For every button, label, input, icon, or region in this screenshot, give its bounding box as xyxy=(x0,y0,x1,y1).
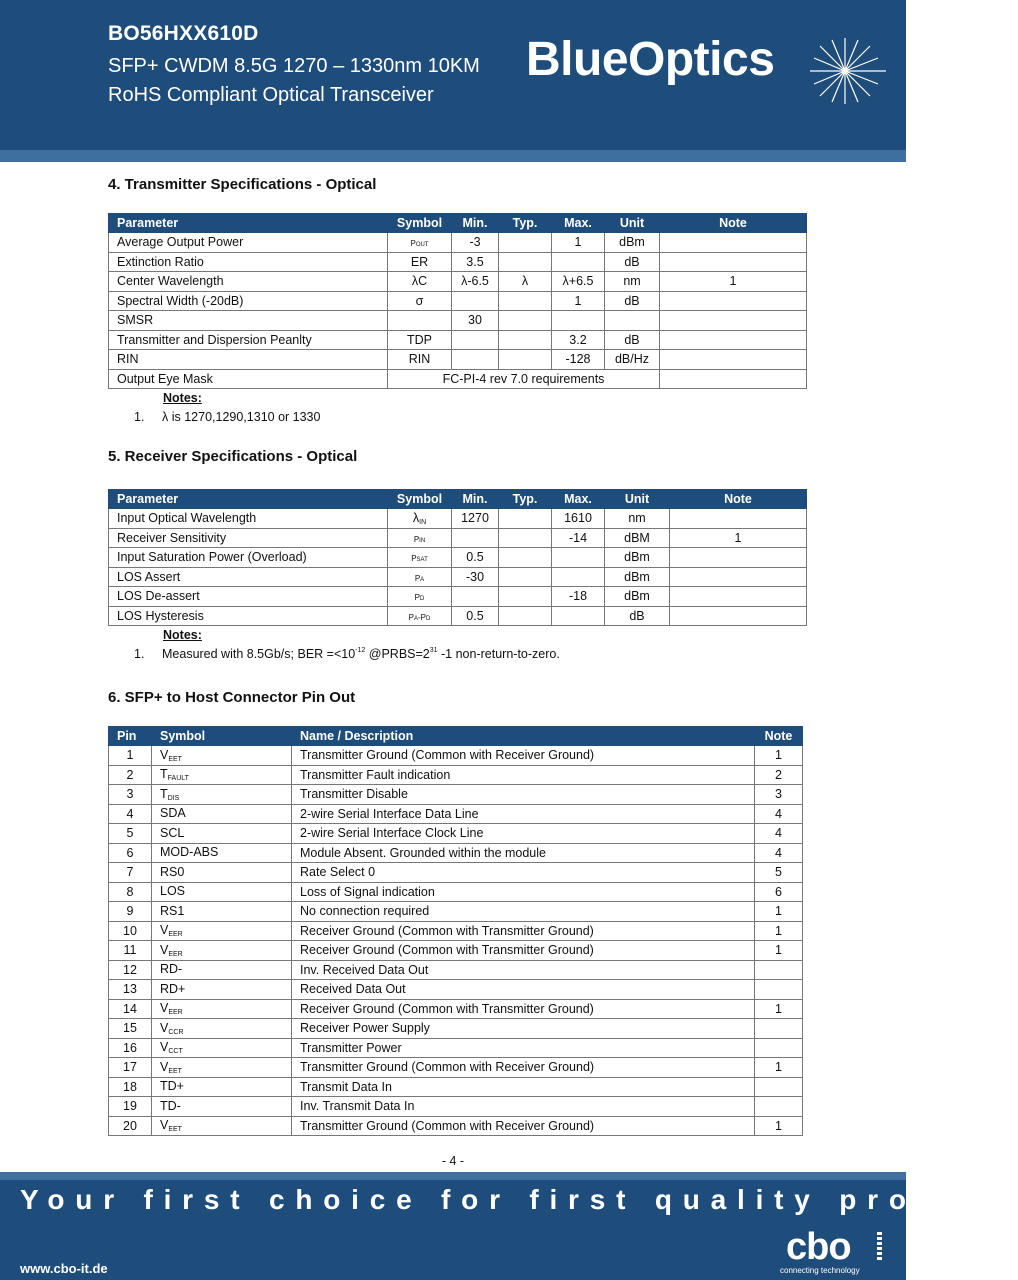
tx-note-1: 1. λ is 1270,1290,1310 or 1330 xyxy=(134,410,321,424)
pin-description-cell: Transmit Data In xyxy=(292,1077,755,1097)
param-cell: LOS De-assert xyxy=(109,587,388,607)
pin-cell: 3 xyxy=(109,785,152,805)
pin-symbol-cell: $T_{DIS}$ xyxy=(152,785,292,805)
col-header: Parameter xyxy=(109,214,388,233)
col-header: Typ. xyxy=(499,490,552,509)
note-cell xyxy=(660,330,807,350)
pin-note-cell xyxy=(755,1038,803,1058)
col-header: Typ. xyxy=(499,214,552,233)
symbol-cell: λC xyxy=(388,272,452,292)
rx-section-title: 5. Receiver Specifications - Optical xyxy=(108,448,358,465)
min-cell: -3 xyxy=(452,233,499,253)
pin-note-cell xyxy=(755,1097,803,1117)
param-cell: Input Saturation Power (Overload) xyxy=(109,548,388,568)
unit-cell: dBm xyxy=(605,567,670,587)
pin-description-cell: Transmitter Ground (Common with Receiver Ground) xyxy=(292,746,755,766)
pin-description-cell: Receiver Ground (Common with Transmitter Ground) xyxy=(292,921,755,941)
table-row xyxy=(109,1019,803,1039)
typ-cell xyxy=(499,509,552,529)
col-header: Unit xyxy=(605,490,670,509)
page-number: - 4 - xyxy=(441,1154,465,1168)
tx-section-title: 4. Transmitter Specifications - Optical xyxy=(108,176,377,193)
note-cell xyxy=(670,509,807,529)
table-row xyxy=(109,902,803,922)
typ-cell xyxy=(499,587,552,607)
param-cell: Receiver Sensitivity xyxy=(109,528,388,548)
table-row xyxy=(109,999,803,1019)
pin-cell: 17 xyxy=(109,1058,152,1078)
pin-cell: 19 xyxy=(109,1097,152,1117)
symbol-cell: $\lambda_{IN}$ xyxy=(388,509,452,529)
table-row xyxy=(109,882,803,902)
dots-icon xyxy=(876,1232,884,1266)
pin-cell: 20 xyxy=(109,1116,152,1136)
pin-symbol-cell: $V_{CCT}$ xyxy=(152,1038,292,1058)
unit-cell: dBM xyxy=(605,528,670,548)
symbol-cell: σ xyxy=(388,291,452,311)
symbol-cell: POUT xyxy=(388,233,452,253)
max-cell xyxy=(552,311,605,331)
max-cell: 1 xyxy=(552,233,605,253)
min-cell: 3.5 xyxy=(452,252,499,272)
col-header: Max. xyxy=(552,490,605,509)
header-stripe xyxy=(0,150,906,162)
pin-description-cell: Receiver Ground (Common with Transmitter Ground) xyxy=(292,999,755,1019)
pin-note-cell: 5 xyxy=(755,863,803,883)
param-cell: Spectral Width (-20dB) xyxy=(109,291,388,311)
table-row xyxy=(109,980,803,1000)
pin-cell: 8 xyxy=(109,882,152,902)
symbol-cell: TDP xyxy=(388,330,452,350)
pin-note-cell: 4 xyxy=(755,843,803,863)
pin-description-cell: 2-wire Serial Interface Clock Line xyxy=(292,824,755,844)
col-header: Symbol xyxy=(388,214,452,233)
pin-symbol-cell: $T_{FAULT}$ xyxy=(152,765,292,785)
pin-description-cell: Receiver Power Supply xyxy=(292,1019,755,1039)
product-line-1: SFP+ CWDM 8.5G 1270 – 1330nm 10KM xyxy=(108,55,480,77)
pinout-body xyxy=(109,746,803,1136)
typ-cell xyxy=(499,330,552,350)
typ-cell xyxy=(499,350,552,370)
brand-logo: BlueOptics xyxy=(526,33,775,86)
min-cell: 1270 xyxy=(452,509,499,529)
pin-cell: 10 xyxy=(109,921,152,941)
param-cell: LOS Assert xyxy=(109,567,388,587)
note-cell xyxy=(660,369,807,389)
pin-note-cell: 2 xyxy=(755,765,803,785)
table-row xyxy=(109,350,807,370)
pin-cell: 1 xyxy=(109,746,152,766)
col-header: Parameter xyxy=(109,490,388,509)
col-header: Symbol xyxy=(388,490,452,509)
col-header: Min. xyxy=(452,214,499,233)
note-cell xyxy=(660,233,807,253)
pin-description-cell: No connection required xyxy=(292,902,755,922)
pin-note-cell: 4 xyxy=(755,824,803,844)
unit-cell xyxy=(605,311,660,331)
pin-symbol-cell: $V_{EER}$ xyxy=(152,941,292,961)
table-row xyxy=(109,606,807,626)
symbol-cell: PA xyxy=(388,567,452,587)
footer-url[interactable]: www.cbo-it.de xyxy=(20,1261,108,1276)
min-cell xyxy=(452,330,499,350)
symbol-cell: PD xyxy=(388,587,452,607)
table-row xyxy=(109,746,803,766)
param-cell: Extinction Ratio xyxy=(109,252,388,272)
pin-note-cell: 1 xyxy=(755,1116,803,1136)
table-row xyxy=(109,804,803,824)
param-cell: RIN xyxy=(109,350,388,370)
pin-description-cell: Transmitter Ground (Common with Receiver Ground) xyxy=(292,1116,755,1136)
table-row xyxy=(109,960,803,980)
pin-description-cell: Inv. Transmit Data In xyxy=(292,1097,755,1117)
table-row xyxy=(109,824,803,844)
col-header: Note xyxy=(660,214,807,233)
table-row xyxy=(109,843,803,863)
pin-symbol-cell: RD- xyxy=(152,960,292,980)
typ-cell xyxy=(499,567,552,587)
product-line-2: RoHS Compliant Optical Transceiver xyxy=(108,84,434,106)
pin-description-cell: 2-wire Serial Interface Data Line xyxy=(292,804,755,824)
param-cell: Transmitter and Dispersion Peanlty xyxy=(109,330,388,350)
typ-cell xyxy=(499,311,552,331)
typ-cell xyxy=(499,528,552,548)
min-cell: -30 xyxy=(452,567,499,587)
table-row xyxy=(109,1116,803,1136)
col-header: Unit xyxy=(605,214,660,233)
note-cell xyxy=(660,350,807,370)
table-row xyxy=(109,509,807,529)
footer-stripe xyxy=(0,1172,906,1180)
model-number: BO56HXX610D xyxy=(108,22,259,45)
table-header-row xyxy=(109,727,803,746)
pin-description-cell: Transmitter Ground (Common with Receiver Ground) xyxy=(292,1058,755,1078)
pin-symbol-cell: $V_{EET}$ xyxy=(152,1116,292,1136)
min-cell: 0.5 xyxy=(452,606,499,626)
col-header: Max. xyxy=(552,214,605,233)
pin-symbol-cell: SCL xyxy=(152,824,292,844)
pin-description-cell: Loss of Signal indication xyxy=(292,882,755,902)
unit-cell: dBm xyxy=(605,233,660,253)
max-cell: 1 xyxy=(552,291,605,311)
table-row xyxy=(109,272,807,292)
note-cell xyxy=(670,606,807,626)
col-header: Symbol xyxy=(152,727,292,746)
symbol-cell: PA-PD xyxy=(388,606,452,626)
min-cell: λ-6.5 xyxy=(452,272,499,292)
note-cell xyxy=(660,291,807,311)
table-row xyxy=(109,1077,803,1097)
pin-cell: 5 xyxy=(109,824,152,844)
pin-note-cell: 3 xyxy=(755,785,803,805)
unit-cell: dB/Hz xyxy=(605,350,660,370)
table-row xyxy=(109,330,807,350)
table-header-row xyxy=(109,490,807,509)
max-cell xyxy=(552,567,605,587)
table-row xyxy=(109,921,803,941)
pin-symbol-cell: $V_{EER}$ xyxy=(152,921,292,941)
pin-cell: 7 xyxy=(109,863,152,883)
min-cell xyxy=(452,528,499,548)
rx-note-1: 1. Measured with 8.5Gb/s; BER $=<10^{-12}$ $@PRBS=2^{31}$ -1 non-return-to-zero. xyxy=(134,647,560,661)
pin-symbol-cell: TD+ xyxy=(152,1077,292,1097)
min-cell xyxy=(452,350,499,370)
pin-cell: 13 xyxy=(109,980,152,1000)
unit-cell: dB xyxy=(605,252,660,272)
max-cell: -18 xyxy=(552,587,605,607)
col-header: Pin xyxy=(109,727,152,746)
pin-description-cell: Rate Select 0 xyxy=(292,863,755,883)
tx-spec-table xyxy=(108,213,807,389)
table-row xyxy=(109,548,807,568)
pin-note-cell: 4 xyxy=(755,804,803,824)
pin-cell: 18 xyxy=(109,1077,152,1097)
pin-symbol-cell: RS1 xyxy=(152,902,292,922)
pin-cell: 15 xyxy=(109,1019,152,1039)
param-cell: Input Optical Wavelength xyxy=(109,509,388,529)
param-cell: Output Eye Mask xyxy=(109,369,388,389)
min-cell: 30 xyxy=(452,311,499,331)
note-cell xyxy=(670,567,807,587)
symbol-cell: PIN xyxy=(388,528,452,548)
min-cell xyxy=(452,587,499,607)
table-row xyxy=(109,1038,803,1058)
pin-note-cell: 1 xyxy=(755,941,803,961)
pin-description-cell: Received Data Out xyxy=(292,980,755,1000)
footer-slogan: Your first choice for first quality prodcts xyxy=(20,1184,1018,1215)
typ-cell: λ xyxy=(499,272,552,292)
col-header: Name / Description xyxy=(292,727,755,746)
max-cell xyxy=(552,606,605,626)
rx-notes-heading: Notes: xyxy=(163,628,202,642)
pin-cell: 12 xyxy=(109,960,152,980)
pinout-section-title: 6. SFP+ to Host Connector Pin Out xyxy=(108,689,356,706)
pin-cell: 16 xyxy=(109,1038,152,1058)
cbo-logo: cbo xyxy=(786,1226,851,1268)
symbol-cell: RIN xyxy=(388,350,452,370)
table-row xyxy=(109,233,807,253)
pin-cell: 6 xyxy=(109,843,152,863)
table-row xyxy=(109,1058,803,1078)
pin-description-cell: Inv. Received Data Out xyxy=(292,960,755,980)
pin-note-cell xyxy=(755,1019,803,1039)
note-cell: 1 xyxy=(670,528,807,548)
rx-spec-table xyxy=(108,489,807,626)
col-header: Min. xyxy=(452,490,499,509)
table-row xyxy=(109,252,807,272)
symbol-cell xyxy=(388,311,452,331)
max-cell: -128 xyxy=(552,350,605,370)
min-cell xyxy=(452,291,499,311)
pin-cell: 4 xyxy=(109,804,152,824)
pin-cell: 11 xyxy=(109,941,152,961)
pin-description-cell: Transmitter Fault indication xyxy=(292,765,755,785)
tx-notes-heading: Notes: xyxy=(163,391,202,405)
unit-cell: nm xyxy=(605,272,660,292)
table-row xyxy=(109,369,807,389)
unit-cell: nm xyxy=(605,509,670,529)
min-cell: 0.5 xyxy=(452,548,499,568)
table-row xyxy=(109,587,807,607)
pin-cell: 9 xyxy=(109,902,152,922)
unit-cell: dB xyxy=(605,291,660,311)
table-row xyxy=(109,567,807,587)
pin-note-cell: 1 xyxy=(755,1058,803,1078)
unit-cell: dBm xyxy=(605,548,670,568)
starburst-icon xyxy=(800,36,890,106)
max-cell: 1610 xyxy=(552,509,605,529)
max-cell xyxy=(552,252,605,272)
unit-cell: dBm xyxy=(605,587,670,607)
unit-cell: dB xyxy=(605,330,660,350)
typ-cell xyxy=(499,606,552,626)
symbol-cell: ER xyxy=(388,252,452,272)
table-row xyxy=(109,528,807,548)
pin-symbol-cell: SDA xyxy=(152,804,292,824)
note-cell xyxy=(670,548,807,568)
pin-note-cell: 6 xyxy=(755,882,803,902)
note-cell: 1 xyxy=(660,272,807,292)
col-header: Note xyxy=(755,727,803,746)
pin-note-cell xyxy=(755,1077,803,1097)
typ-cell xyxy=(499,548,552,568)
pinout-table xyxy=(108,726,803,1136)
pin-note-cell: 1 xyxy=(755,921,803,941)
typ-cell xyxy=(499,233,552,253)
pin-symbol-cell: $V_{CCR}$ xyxy=(152,1019,292,1039)
table-row xyxy=(109,785,803,805)
table-row xyxy=(109,765,803,785)
symbol-cell: PSAT xyxy=(388,548,452,568)
pin-symbol-cell: LOS xyxy=(152,882,292,902)
pin-cell: 2 xyxy=(109,765,152,785)
pin-symbol-cell: $V_{EER}$ xyxy=(152,999,292,1019)
pin-description-cell: Module Absent. Grounded within the module xyxy=(292,843,755,863)
max-cell xyxy=(552,548,605,568)
cbo-tagline: connecting technology xyxy=(780,1266,860,1275)
pin-symbol-cell: $V_{EET}$ xyxy=(152,746,292,766)
pin-description-cell: Receiver Ground (Common with Transmitter Ground) xyxy=(292,941,755,961)
table-header-row xyxy=(109,214,807,233)
param-cell: LOS Hysteresis xyxy=(109,606,388,626)
pin-symbol-cell: RD+ xyxy=(152,980,292,1000)
pin-symbol-cell: RS0 xyxy=(152,863,292,883)
table-row xyxy=(109,311,807,331)
eye-mask-value: FC-PI-4 rev 7.0 requirements xyxy=(388,369,660,389)
typ-cell xyxy=(499,291,552,311)
table-row xyxy=(109,291,807,311)
pin-description-cell: Transmitter Power xyxy=(292,1038,755,1058)
col-header: Note xyxy=(670,490,807,509)
typ-cell xyxy=(499,252,552,272)
pin-symbol-cell: MOD-ABS xyxy=(152,843,292,863)
pin-note-cell: 1 xyxy=(755,999,803,1019)
pin-symbol-cell: TD- xyxy=(152,1097,292,1117)
param-cell: Average Output Power xyxy=(109,233,388,253)
table-row xyxy=(109,1097,803,1117)
param-cell: Center Wavelength xyxy=(109,272,388,292)
unit-cell: dB xyxy=(605,606,670,626)
pin-note-cell xyxy=(755,980,803,1000)
pin-note-cell: 1 xyxy=(755,746,803,766)
table-row xyxy=(109,941,803,961)
note-cell xyxy=(670,587,807,607)
param-cell: SMSR xyxy=(109,311,388,331)
table-row xyxy=(109,863,803,883)
pin-cell: 14 xyxy=(109,999,152,1019)
note-cell xyxy=(660,311,807,331)
pin-note-cell xyxy=(755,960,803,980)
max-cell: 3.2 xyxy=(552,330,605,350)
pin-note-cell: 1 xyxy=(755,902,803,922)
max-cell: -14 xyxy=(552,528,605,548)
pin-description-cell: Transmitter Disable xyxy=(292,785,755,805)
note-cell xyxy=(660,252,807,272)
pin-symbol-cell: $V_{EET}$ xyxy=(152,1058,292,1078)
max-cell: λ+6.5 xyxy=(552,272,605,292)
